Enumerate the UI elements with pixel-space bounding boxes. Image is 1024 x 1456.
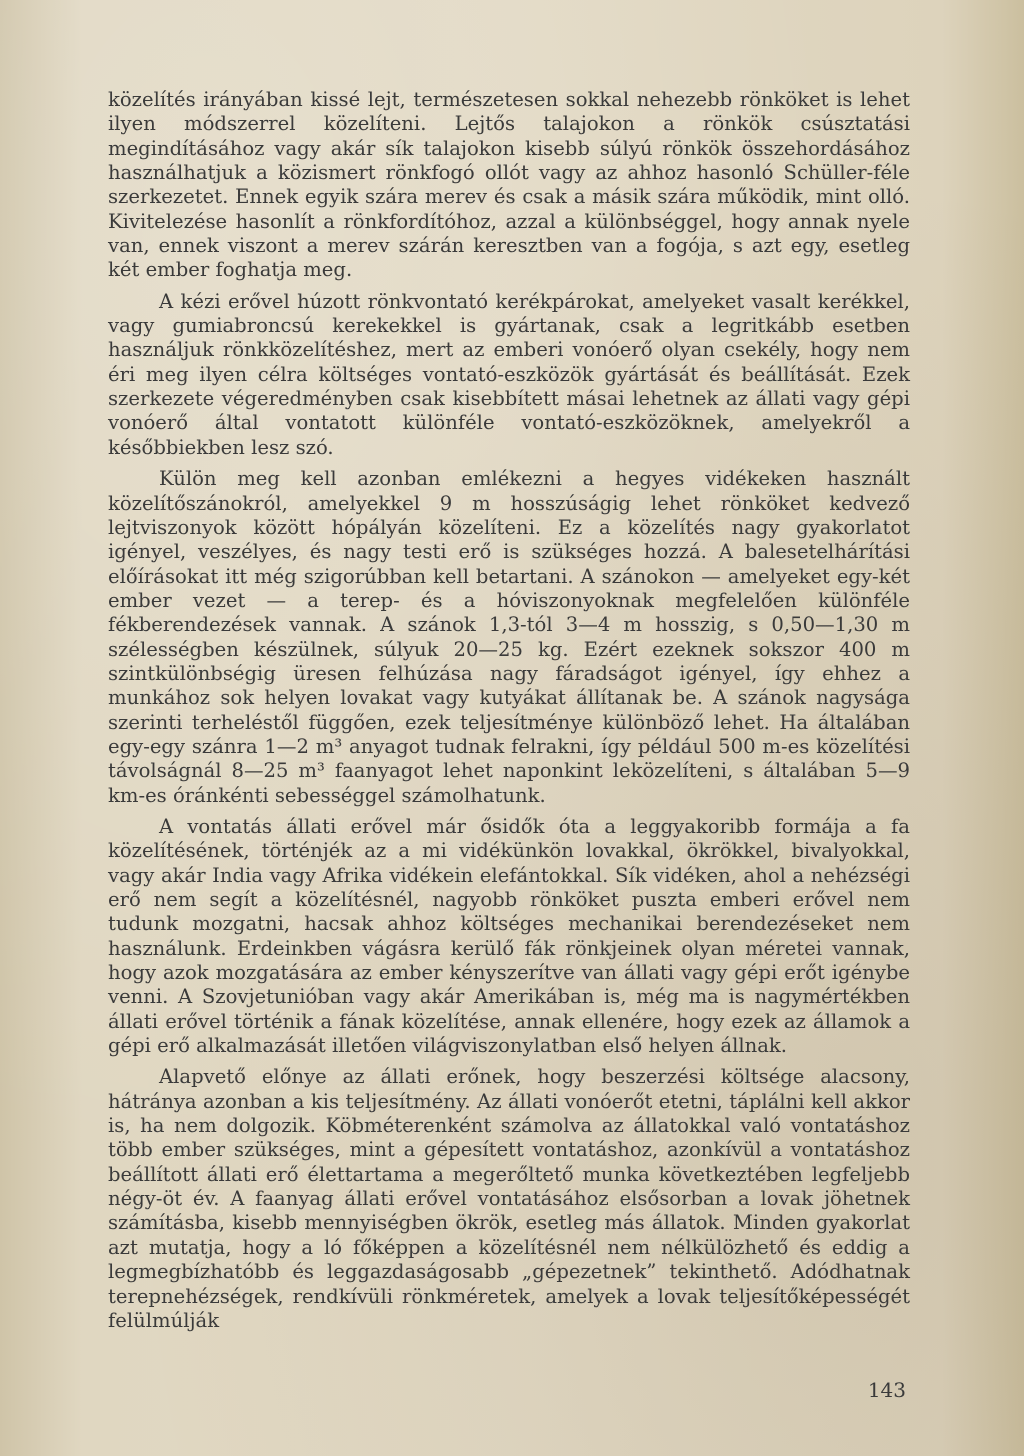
page-number: 143 [867, 1378, 906, 1402]
paragraph-4: A vontatás állati erővel már ősidők óta a leggyakoribb formája a fa közelítésének, történjék az a mi vidékünkön lovakkal, ökrökkel, bivalyokkal, vagy akár India vagy Afrika vidékein elefántokkal. Sík vidéken, ahol a nehézségi erő nem segít a közelítésnél, nagyobb rönköket puszta emberi erővel nem tudunk mozgatni, hacsak ahhoz költséges mechanikai berendezéseket nem használunk. Erdeinkben vágásra kerülő fák rönkjeinek olyan méretei vannak, hogy azok mozgatására az ember kényszerítve van állati vagy gépi erőt igénybe venni. A Szovjetunióban vagy akár Amerikában is, még ma is nagymértékben állati erővel történik a fának közelítése, annak ellenére, hogy ezek az államok a gépi erő alkalmazását illetően világviszonylatban első helyen állnak. [108, 814, 910, 1058]
paragraph-3: Külön meg kell azonban emlékezni a hegyes vidékeken használt közelítőszánokról, amelyekkel 9 m hosszúságig lehet rönköket kedvező lejtviszonyok között hópályán közelíteni. Ez a közelítés nagy gyakorlatot igényel, veszélyes, és nagy testi erő is szükséges hozzá. A balesetelhárítási előírásokat itt még szigorúbban kell betartani. A szánokon — amelyeket egy-két ember vezet — a terep- és a hóviszonyoknak megfelelően különféle fékberendezések vannak. A szánok 1,3-tól 3—4 m hosszig, s 0,50—1,30 m szélességben készülnek, súlyuk 20—25 kg. Ezért ezeknek sokszor 400 m szintkülönbségig üresen felhúzása nagy fáradságot igényel, így ehhez a munkához sok helyen lovakat vagy kutyákat állítanak be. A szánok nagysága szerinti terheléstől függően, ezek teljesítménye különböző lehet. Ha általában egy-egy szánra 1—2 m³ anyagot tudnak felrakni, így például 500 m-es közelítési távolságnál 8—25 m³ faanyagot lehet naponkint leközelíteni, s általában 5—9 km-es óránkénti sebességgel számolhatunk. [108, 467, 910, 807]
body-text [108, 88, 910, 1340]
paragraph-1: közelítés irányában kissé lejt, természetesen sokkal nehezebb rönköket is lehet ilyen módszerrel közelíteni. Lejtős talajokon a rönkök csúsztatási megindításához vagy akár sík talajokon kisebb súlyú rönkök összehordásához használhatjuk a közismert rönkfogó ollót vagy az ahhoz hasonló Schüller-féle szerkezetet. Ennek egyik szára merev és csak a másik szára működik, mint olló. Kivitelezése hasonlít a rönkfordítóhoz, azzal a különbséggel, hogy annak nyele van, ennek viszont a merev szárán keresztben van a fogója, s azt egy, esetleg két ember foghatja meg. [108, 88, 910, 282]
paragraph-2: A kézi erővel húzott rönkvontató kerékpárokat, amelyeket vasalt kerékkel, vagy gumiabroncsú kerekekkel is gyártanak, csak a legritkább esetben használjuk rönkközelítéshez, mert az emberi vonóerő olyan csekély, hogy nem éri meg ilyen célra költséges vontató-eszközök gyártását és beállítását. Ezek szerkezete végeredményben csak kisebbített másai lehetnek az állati vagy gépi vonóerő által vontatott különféle vontató-eszközöknek, amelyekről a későbbiekben lesz szó. [108, 289, 910, 459]
paragraph-5: Alapvető előnye az állati erőnek, hogy beszerzési költsége alacsony, hátránya azonban a kis teljesítmény. Az állati vonóerőt etetni, táplálni kell akkor is, ha nem dolgozik. Köbméterenként számolva az állatokkal való vontatáshoz több ember szükséges, mint a gépesített vontatáshoz, azonkívül a vontatáshoz beállított állati erő élettartama a megerőltető munka következtében legfeljebb négy-öt év. A faanyag állati erővel vontatásához elsősorban a lovak jöhetnek számításba, kisebb mennyiségben ökrök, esetleg más állatok. Minden gyakorlat azt mutatja, hogy a ló főképpen a közelítésnél nem nélkülözhető és eddig a legmegbízhatóbb és leggazdaságosabb „gépezetnek” tekinthető. Adódhatnak terepnehézségek, rendkívüli rönkméretek, amelyek a lovak teljesítőképességét felülmúlják [108, 1065, 910, 1332]
